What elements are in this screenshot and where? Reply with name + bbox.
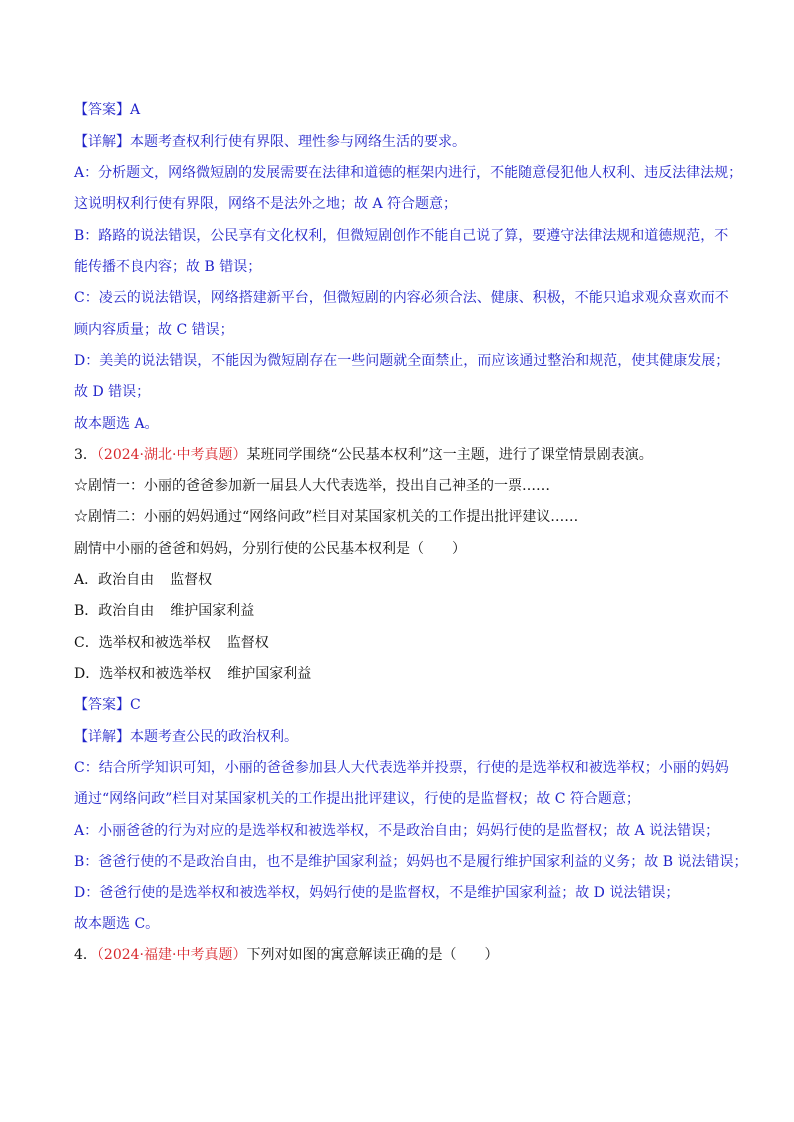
q3-number: 3．: [74, 447, 97, 463]
q3-analysis-line: B：爸爸行使的不是政治自由，也不是维护国家利益；妈妈也不是履行维护国家利益的义务；故 B 说法错误；: [74, 854, 748, 870]
q2-detail: 【详解】本题考查权利行使有界限、理性参与网络生活的要求。: [74, 134, 466, 150]
q4-number: 4．: [74, 947, 97, 963]
q2-answer: 【答案】A: [74, 102, 141, 118]
q3-detail: 【详解】本题考查公民的政治权利。: [74, 729, 298, 745]
q3-option-d: D．选举权和被选举权 维护国家利益: [74, 666, 312, 682]
q2-analysis-line: D：美美的说法错误，不能因为微短剧存在一些问题就全面禁止，而应该通过整治和规范，使其健康发展；: [74, 353, 730, 369]
q4-stem: 下列对如图的寓意解读正确的是（ ）: [246, 947, 499, 963]
q2-analysis-line: 顾内容质量；故 C 错误；: [74, 322, 234, 338]
q2-analysis-line: 能传播不良内容；故 B 错误；: [74, 259, 262, 275]
q3-analysis-line: A：小丽爸爸的行为对应的是选举权和被选举权，不是政治自由；妈妈行使的是监督权；故 A 说法错误；: [74, 823, 720, 839]
q3-option-a: A．政治自由 监督权: [74, 572, 213, 588]
q3-stem: 某班同学围绕“公民基本权利”这一主题，进行了课堂情景剧表演。: [246, 447, 653, 463]
q4-source: （2024·福建·中考真题）: [96, 947, 247, 963]
q3-stem-line: [74, 446, 734, 464]
q3-question: 剧情中小丽的爸爸和妈妈，分别行使的公民基本权利是（ ）: [74, 541, 466, 557]
q3-analysis-line: C：结合所学知识可知，小丽的爸爸参加县人大代表选举并投票，行使的是选举权和被选举权；小丽的妈妈: [74, 760, 729, 776]
q4-stem-line: [74, 946, 734, 964]
q2-conclusion: 故本题选 A。: [74, 416, 159, 432]
q3-analysis-line: 通过“网络问政”栏目对某国家机关的工作提出批评建议，行使的是监督权；故 C 符合题意；: [74, 791, 640, 807]
q3-source: （2024·湖北·中考真题）: [96, 447, 247, 463]
q2-analysis-line: A：分析题文，网络微短剧的发展需要在法律和道德的框架内进行，不能随意侵犯他人权利、违反法律法规；: [74, 165, 743, 181]
q3-option-b: B．政治自由 维护国家利益: [74, 603, 255, 619]
q3-analysis-line: D：爸爸行使的是选举权和被选举权，妈妈行使的是监督权，不是维护国家利益；故 D 说法错误；: [74, 885, 680, 901]
q2-analysis-line: 故 D 错误；: [74, 384, 151, 400]
q3-conclusion: 故本题选 C。: [74, 916, 160, 932]
q3-answer: 【答案】C: [74, 697, 141, 713]
q2-analysis-line: 这说明权利行使有界限，网络不是法外之地；故 A 符合题意；: [74, 196, 458, 212]
q2-analysis-line: B：路路的说法错误，公民享有文化权利，但微短剧创作不能自己说了算，要遵守法律法规和道德规范，不: [74, 228, 729, 244]
q2-analysis-line: C：凌云的说法错误，网络搭建新平台，但微短剧的内容必须合法、健康、积极，不能只追求观众喜欢而不: [74, 290, 729, 306]
q3-scene1: ☆剧情一：小丽的爸爸参加新一届县人大代表选举，投出自己神圣的一票……: [74, 478, 550, 494]
q3-scene2: ☆剧情二：小丽的妈妈通过“网络问政”栏目对某国家机关的工作提出批评建议……: [74, 509, 579, 525]
q3-option-c: C．选举权和被选举权 监督权: [74, 635, 269, 651]
